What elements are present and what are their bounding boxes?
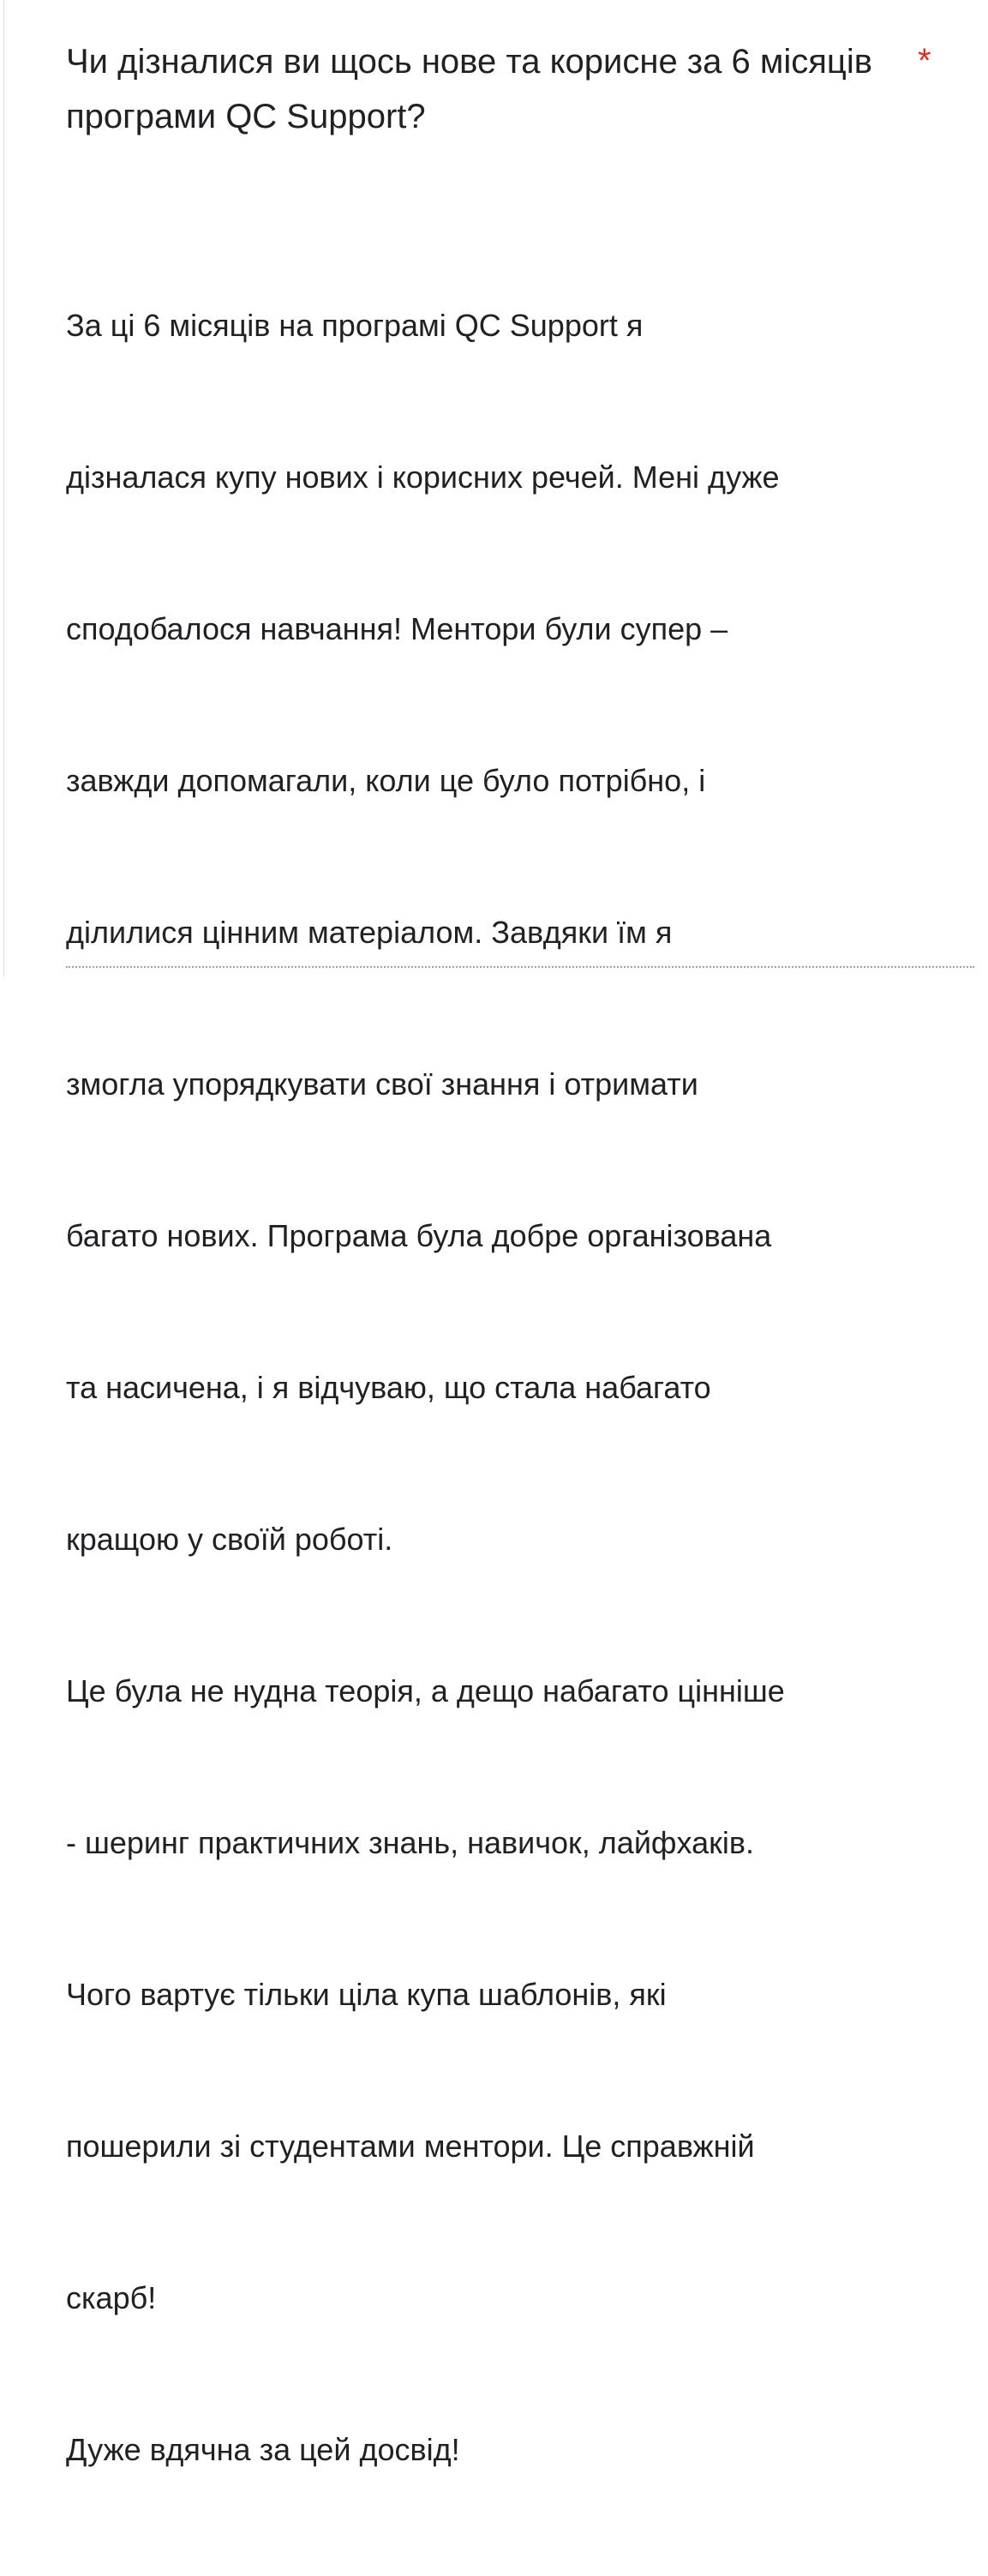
answer-line: ділилися цінним матеріалом. Завдяки їм я xyxy=(66,915,673,950)
answer-line: кращою у своїй роботі. xyxy=(66,1522,393,1557)
answer-line: та насичена, і я відчуваю, що стала набагато xyxy=(66,1370,711,1405)
answer-underline xyxy=(66,966,974,968)
answer-line: За ці 6 місяців на програмі QC Support я xyxy=(66,308,644,343)
answer-line: сподобалося навчання! Ментори були супер – xyxy=(66,611,728,646)
answer-line: завжди допомагали, коли це було потрібно, і xyxy=(66,763,706,798)
answer-line: пошерили зі студентами ментори. Це справжній xyxy=(66,2129,755,2164)
answer-line: Дуже вдячна за цей досвід! xyxy=(66,2432,460,2467)
answer-line: змогла упорядкувати свої знання і отримати xyxy=(66,1066,698,1102)
question-title: Чи дізналися ви щось нове та корисне за 6 місяців програми QC Support? xyxy=(66,43,872,135)
answer-textarea[interactable] xyxy=(66,199,974,2576)
question-card xyxy=(3,0,988,2467)
answer-line: дізналася купу нових і корисних речей. Мені дуже xyxy=(66,459,780,495)
answer-line: - шеринг практичних знань, навичок, лайфхаків. xyxy=(66,1825,755,1860)
required-asterisk: * xyxy=(918,42,931,80)
answer-line: Це була не нудна теорія, а дещо набагато цінніше xyxy=(66,1673,785,1708)
answer-line: скарб! xyxy=(66,2280,157,2315)
answer-line: багато нових. Програма була добре організована xyxy=(66,1218,772,1253)
answer-line: Чого вартує тільки ціла купа шаблонів, які xyxy=(66,1977,667,2012)
